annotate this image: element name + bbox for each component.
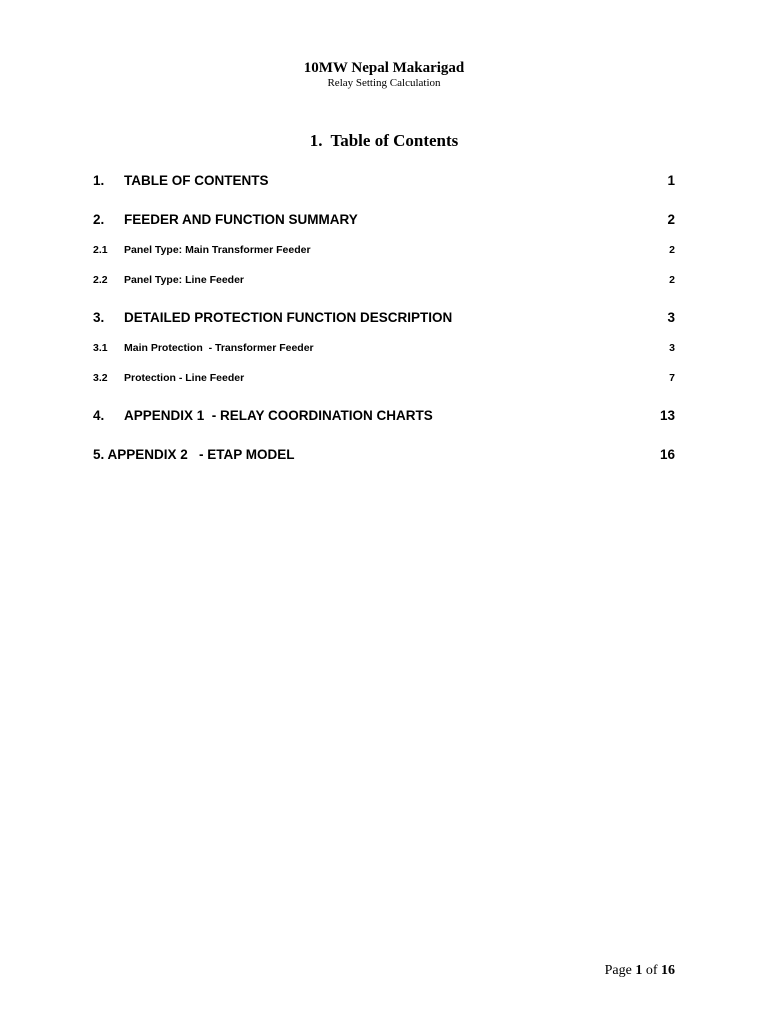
toc-entry-page: 13 (659, 408, 675, 423)
toc-entry[interactable] (93, 341, 675, 355)
toc-entry-number: 1. (93, 173, 105, 188)
footer-page-word: Page (604, 963, 632, 978)
footer-of-word: of (645, 963, 658, 978)
toc-entry-title: Panel Type: Main Transformer Feeder (124, 244, 311, 256)
toc-entry-page: 2 (669, 274, 675, 286)
toc-entry-page: 16 (659, 447, 675, 462)
toc-entry[interactable] (93, 172, 675, 190)
toc-entry-title: APPENDIX 1 - RELAY COORDINATION CHARTS (124, 408, 433, 423)
document-header (0, 59, 768, 90)
toc-heading (0, 130, 768, 152)
toc-entry-number: 4. (93, 408, 105, 423)
toc-entry-number: 3.2 (93, 372, 108, 384)
toc-entry-title: DETAILED PROTECTION FUNCTION DESCRIPTION (124, 310, 453, 325)
toc-entry-page: 2 (669, 244, 675, 256)
toc-entry[interactable] (93, 211, 675, 229)
toc-entry-number: 2. (93, 212, 105, 227)
toc-entry[interactable] (93, 243, 675, 257)
page-footer (605, 962, 675, 980)
toc-entry-title: Panel Type: Line Feeder (124, 274, 245, 286)
toc-entry-title: 5. APPENDIX 2 - ETAP MODEL (93, 447, 295, 462)
toc-entry-page: 7 (669, 372, 675, 384)
toc-entry[interactable] (93, 407, 675, 425)
toc-entry-number: 2.1 (93, 244, 108, 256)
toc-entry-page: 2 (667, 212, 675, 227)
toc-entry-page: 3 (667, 310, 675, 325)
toc-entry-number: 3.1 (93, 342, 108, 354)
toc-entry-page: 3 (669, 342, 675, 354)
toc-entry-page: 1 (667, 173, 675, 188)
toc-entry-title: Main Protection - Transformer Feeder (124, 342, 314, 354)
toc-entry[interactable] (93, 309, 675, 327)
toc-entry-title: FEEDER AND FUNCTION SUMMARY (124, 212, 358, 227)
toc-entry-number: 2.2 (93, 274, 108, 286)
toc-entry-number: 3. (93, 310, 105, 325)
toc-entry-title: Protection - Line Feeder (124, 372, 245, 384)
toc-heading-title: Table of Contents (330, 131, 459, 150)
toc-entry[interactable] (93, 273, 675, 287)
footer-total-pages: 16 (661, 963, 675, 978)
toc-entry-title: TABLE OF CONTENTS (124, 173, 269, 188)
document-subtitle: Relay Setting Calculation (327, 77, 441, 89)
footer-current-page: 1 (635, 963, 643, 978)
document-title: 10MW Nepal Makarigad (303, 60, 465, 76)
toc-heading-number: 1. (309, 131, 323, 150)
toc-entry[interactable] (93, 371, 675, 385)
toc-entry[interactable] (93, 446, 675, 464)
